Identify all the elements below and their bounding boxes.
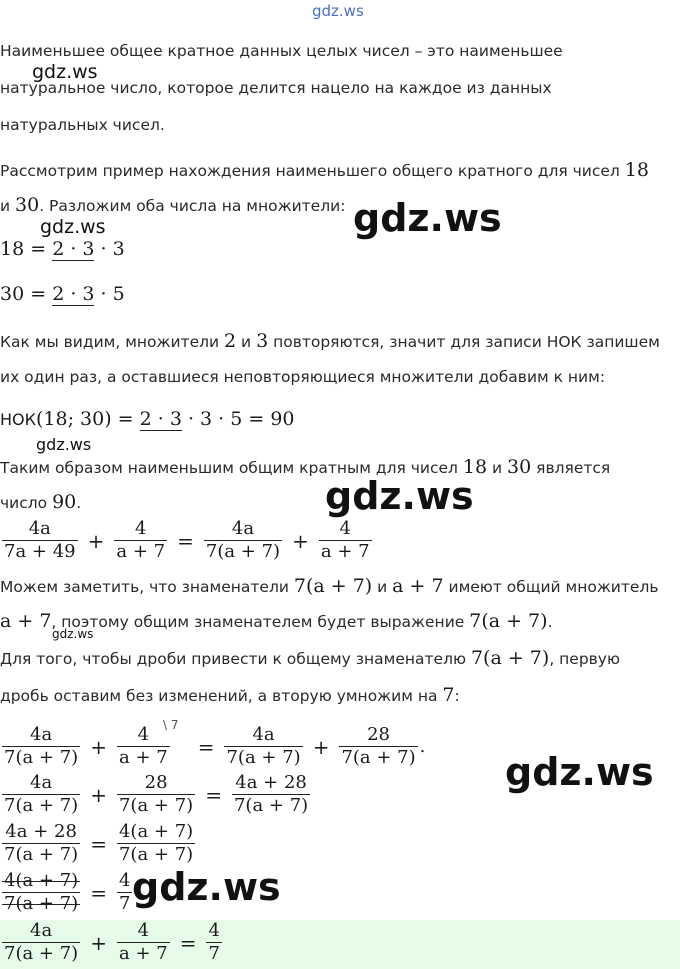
lcm-result: · 3 · 5 = 90 [181,408,295,430]
fraction: $\frac{4}{a + 7}$ [116,518,166,562]
explanation-line-2: их один раз, а оставшиеся неповторяющиеся множители добавим к ним: [0,368,606,386]
fraction: $\frac{4}{7}$ [208,920,220,964]
factorization-30-lhs: 30 = [0,283,53,305]
factorization-30-common: 2 · 3 [52,283,95,305]
fraction: $\frac{4}{a + 7}$ [320,518,370,562]
explanation-text-2: и [236,333,257,351]
number-18: 18 [624,159,649,181]
example-intro-line-2 [0,194,345,216]
plus-sign: + [292,528,309,553]
example-intro-text-2: и [0,197,16,215]
equals-sign: = [179,930,197,955]
note-text-3: имеют общий множитель [443,578,659,596]
conclusion-text-2: и [487,459,508,477]
factorization-30 [0,283,125,305]
watermark: gdz.ws [40,216,106,238]
lcm-formula [0,408,295,430]
expr-7-a-plus-7: 7(a + 7) [293,575,373,597]
factorization-18-rest: · 3 [94,238,125,260]
number-7: 7 [442,684,455,706]
fraction: $\frac{4}{7}$ [118,870,131,914]
watermark: gdz.ws [353,196,502,240]
cd-text-2: , первую [549,650,621,668]
fraction: $\frac{28}{7(a + 7)}$ [118,772,194,816]
factorization-18-common: 2 · 3 [52,238,95,260]
fraction: $\frac{4a}{7(a + 7)}$ [4,724,79,768]
fraction: $\frac{4a + 28}{7(a + 7)}$ [4,821,79,865]
watermark: gdz.ws [132,865,281,909]
equation-step-1 [0,724,425,769]
fraction: $\frac{4a + 28}{7(a + 7)}$ [233,772,309,816]
common-denominator-line-2 [0,684,460,706]
fraction: $\frac{4a}{7(a + 7)}$ [4,920,79,964]
number-30-b: 30 [507,456,532,478]
cd-text-3: дробь оставим без изменений, а вторую умножим на [0,687,443,705]
definition-line-1: Наименьшее общее кратное данных целых чисел – это наименьшее [0,42,563,60]
equals-sign: = [90,880,107,905]
fraction: $\frac{4(a + 7)}{7(a + 7)}$ [118,821,194,865]
factorization-18 [0,238,125,260]
fraction: $\frac{4a}{7(a + 7)}$ [226,724,301,768]
explanation-line-1 [0,330,660,352]
conclusion-line-1 [0,456,610,478]
cd-text-1: Для того, чтобы дроби привести к общему знаменателю [0,650,471,668]
conclusion-line-2 [0,491,81,513]
equation-step-4 [0,870,134,915]
factorization-18-lhs: 18 = [0,238,53,260]
plus-sign: + [87,528,105,553]
answer-equation [0,920,224,965]
note-text-5: . [547,613,553,631]
period: . [419,736,426,757]
explanation-text-3: повторяются, значит для записи НОК запишем [268,333,660,351]
expr-a-plus-7: a + 7 [392,575,444,597]
fraction: $\frac{28}{7(a + 7)}$ [341,724,416,768]
example-intro-line-1 [0,159,649,181]
denominator-note-line-1 [0,575,658,597]
fraction: $\frac{4a}{7(a + 7)}$ [205,518,281,562]
fraction: $\frac{4}{a + 7}$ [118,920,168,964]
plus-sign: + [90,930,107,955]
watermark: gdz.ws [52,627,94,641]
expr-7-a-plus-7-c: 7(a + 7) [470,647,550,669]
fraction: $\frac{4a}{7(a + 7)}$ [4,772,79,816]
factorization-30-rest: · 5 [94,283,125,305]
example-intro-text: Рассмотрим пример нахождения наименьшего общего кратного для чисел [0,162,625,180]
number-30: 30 [15,194,40,216]
conclusion-text-1: Таким образом наименьшим общим кратным для чисел [0,459,463,477]
number-3: 3 [256,330,269,352]
multiplier-mark: \ 7 [163,718,179,732]
explanation-text-1: Как мы видим, множители [0,333,225,351]
fraction-cancelled: $\frac{4(a + 7)}{7(a + 7)}$ [4,870,79,914]
watermark: gdz.ws [325,474,474,518]
lcm-args: (18; 30) = [35,408,140,430]
plus-sign: + [312,734,330,759]
example-intro-text-3: . Разложим оба числа на множители: [39,197,346,215]
note-text-4: , поэтому общим знаменателем будет выражение [51,613,470,631]
conclusion-text-3: является [531,459,611,477]
conclusion-text-5: . [76,494,82,512]
lcm-common-factors: 2 · 3 [139,408,182,430]
equation-step-2 [0,772,312,817]
definition-line-2: натуральное число, которое делится нацело на каждое из данных [0,79,552,97]
note-text-1: Можем заметить, что знаменатели [0,578,294,596]
expr-7-a-plus-7-b: 7(a + 7) [469,610,548,632]
watermark-top: gdz.ws [312,2,364,20]
fraction: $\frac{4}{a + 7}$ [118,724,168,768]
cd-text-4: : [454,687,460,705]
equals-sign: = [177,528,194,553]
fraction: $\frac{4a}{7a + 49}$ [4,518,76,562]
equals-sign: = [197,734,215,759]
expr-a-plus-7-b: a + 7 [0,610,52,632]
equation-step-3 [0,821,197,866]
common-denominator-line-1 [0,647,620,669]
lcm-label: НОК [0,410,36,429]
plus-sign: + [90,782,107,807]
plus-sign: + [90,734,107,759]
number-18-b: 18 [462,456,488,478]
note-text-2: и [372,578,393,596]
number-2: 2 [224,330,237,352]
conclusion-text-4: число [0,494,53,512]
watermark: gdz.ws [36,435,92,454]
number-90: 90 [52,491,77,513]
definition-line-3: натуральных чисел. [0,116,165,134]
equals-sign: = [90,831,107,856]
watermark: gdz.ws [32,61,98,83]
watermark: gdz.ws [505,750,654,794]
equals-sign: = [205,782,222,807]
equation-rewrite [0,518,374,563]
